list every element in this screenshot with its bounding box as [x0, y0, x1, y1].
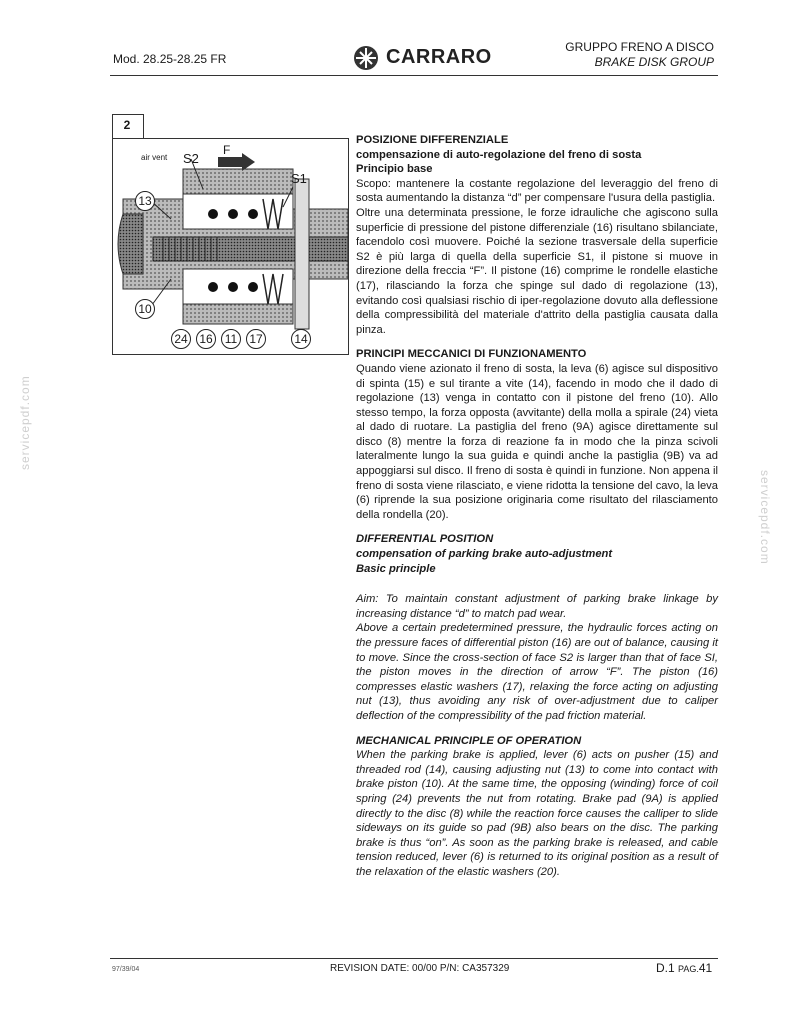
title-english: BRAKE DISK GROUP	[594, 55, 714, 69]
page-indicator	[656, 961, 712, 975]
brake-cross-section-illustration	[113, 139, 348, 354]
label-14: 14	[291, 329, 311, 349]
subheading-it-basic: Principio base	[356, 163, 433, 176]
carraro-logo-icon	[352, 44, 382, 72]
heading-it-differential: POSIZIONE DIFFERENZIALE	[356, 134, 509, 146]
page-number: 41	[698, 961, 713, 975]
header-divider	[110, 75, 718, 76]
label-s2: S2	[183, 151, 199, 166]
subheading-it-compensation: compensazione di auto-regolazione del freno di sosta	[356, 148, 642, 161]
paragraph-it-pressure: Oltre una determinata pressione, le forze idrauliche che agiscono sulla superficie di pressione del pistone differenziale (16) risultano sbilanciate, facendolo così muovere. Poiché la sezione trasversale della superficie S2 è più larga di quella della superficie S1, il pistone si muove in direzione della freccia “F”. Il pistone (16) comprime le rondelle elastiche (17), rilasciando la forza che spinge sul dado di regolazione (13), evitando così qualsiasi rischio di iper-regolazione dovuto alla deflessione della compressibilità del materiale d'attrito della pastiglia causata dalla pinza.	[356, 206, 718, 336]
heading-en-differential: DIFFERENTIAL POSITION	[356, 533, 494, 546]
page-label: PAG.	[678, 964, 699, 974]
footer-code: 97/39/04	[112, 966, 140, 973]
revision-info: REVISION DATE: 00/00 P/N: CA357329	[330, 963, 510, 974]
heading-en-mechanical: MECHANICAL PRINCIPLE OF OPERATION	[356, 734, 582, 747]
paragraph-it-aim: Scopo: mantenere la costante regolazione del leveraggio del freno di sosta aumentando la distanza “d” per compensare l'usura della pastiglia.	[356, 177, 718, 205]
label-10: 10	[135, 299, 155, 319]
paragraph-en-aim: Aim: To maintain constant adjustment of parking brake linkage by increasing distance “d” to match pad wear.	[356, 593, 718, 620]
label-s1: S1	[291, 171, 307, 186]
paragraph-it-mechanical: Quando viene azionato il freno di sosta, la leva (6) agisce sul dispositivo di spinta (15) e sul tirante a vite (14), facendo in modo che il dado di regolazione (13) venga in contatto con il pistone del freno (10). Allo stesso tempo, la forza opposta (avvitante) della molla a spirale (24) vieta al dado di ruotare. La pastiglia del freno (9A) agisce direttamente sul disco (8) mentre la forza di reazione fa in modo che la pinza scivoli lateralmente lungo la sua guida e quindi anche la pastiglia (9B) va ad appoggiarsi sul disco. Il freno di sosta è quindi in funzione. Non appena il freno di sosta viene rilasciato, e viene ridotta la tensione del cavo, la leva (6) riprende la sua posizione originaria come risultato del rilasciamento della rondella (20).	[356, 362, 718, 521]
paragraph-en-mechanical: When the parking brake is applied, lever (6) acts on pusher (15) and threaded rod (14), causing adjusting nut (13) to come into contact with brake piston (10). At the same time, the opposing (winding) force of coil spring (24) prevents the nut from rotating. Brake pad (9A) is applied directly to the disc (8) while the reaction force causes the calliper to slide sideways on its guide so pad (9B) also bears on the disc. The parking brake is thus “on”. As soon as the parking brake is released, and cable tension reduced, lever (6) is returned to its original position as a result of the relaxation of the elastic washers (20).	[356, 749, 718, 878]
label-16: 16	[196, 329, 216, 349]
footer-divider	[110, 958, 718, 959]
label-11: 11	[221, 329, 241, 349]
label-air-vent: air vent	[141, 153, 168, 162]
label-13: 13	[135, 191, 155, 211]
brand-name: CARRARO	[386, 46, 492, 68]
label-24: 24	[171, 329, 191, 349]
subheading-en-compensation: compensation of parking brake auto-adjustment	[356, 548, 613, 561]
label-17: 17	[246, 329, 266, 349]
model-label: Mod. 28.25-28.25 FR	[113, 52, 227, 66]
main-text	[356, 133, 718, 880]
section-number: D.1	[656, 961, 675, 975]
watermark-right: servicepdf.com	[758, 470, 772, 565]
title-italian: GRUPPO FRENO A DISCO	[565, 40, 714, 54]
header-title	[565, 40, 714, 70]
watermark-left: servicepdf.com	[18, 375, 32, 470]
figure-number: 2	[123, 118, 131, 132]
heading-it-mechanical: PRINCIPI MECCANICI DI FUNZIONAMENTO	[356, 348, 587, 361]
brake-diagram	[112, 138, 349, 355]
subheading-en-basic: Basic principle	[356, 562, 436, 575]
paragraph-en-pressure: Above a certain predetermined pressure, the hydraulic forces acting on the pressure faces of differential piston (16) are out of balance, causing it to move. Since the cross-section of face S2 is larger than that of face SI, the piston moves in the direction of arrow “F”. The piston (16) compresses elastic washers (17), relaxing the force acting on adjusting nut (13), thus avoiding any risk of over-adjustment due to caliper deflection of the compressibility of the pad friction material.	[356, 622, 718, 722]
label-f: F	[223, 143, 231, 157]
